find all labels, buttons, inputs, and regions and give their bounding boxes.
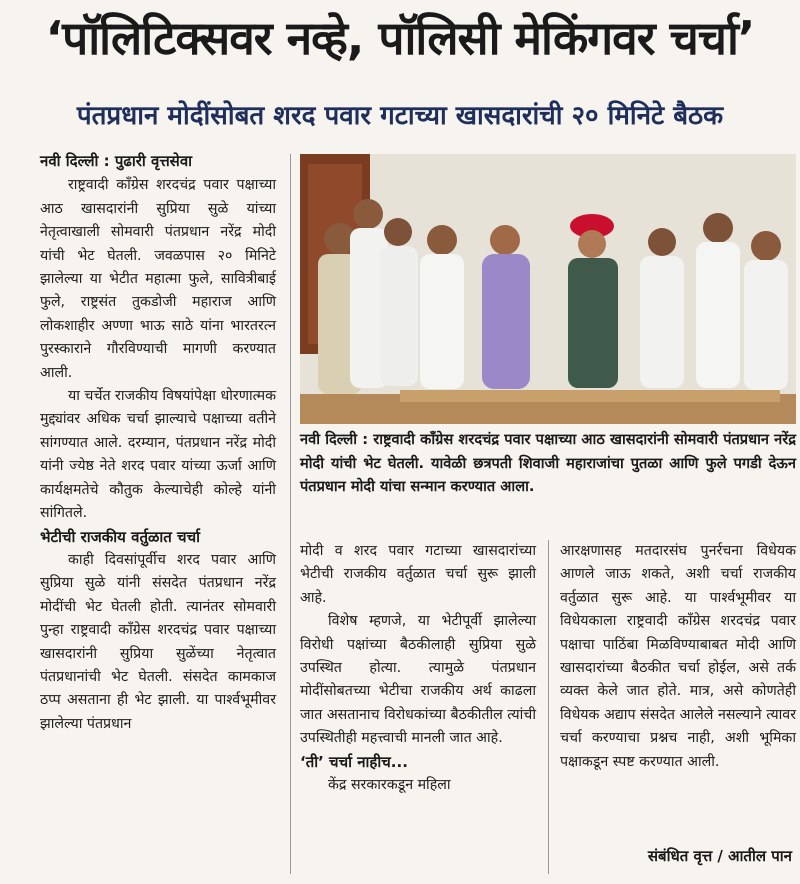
- paragraph: राष्ट्रवादी काँग्रेस शरदचंद्र पवार पक्षाच्या आठ खासदारांनी सुप्रिया सुळे यांच्या नेतृत्वाखाली सोमवारी पंतप्रधान नरेंद्र मोदी यांची भेट घेतली. जवळपास २० मिनिटे झालेल्या या भेटीत महात्मा फुले, सावित्रीबाई फुले, राष्ट्रसंत तुकडोजी महाराज आणि लोकशाहीर अण्णा भाऊ साठे यांना भारतरत्न पुरस्काराने गौरविण्याची मागणी करण्यात आली.: [40, 177, 276, 381]
- paragraph: काही दिवसांपूर्वीच शरद पवार आणि सुप्रिया सुळे यांनी संसदेत पंतप्रधान नरेंद्र मोदींची भेट घेतली होती. त्यानंतर सोमवारी पुन्हा राष्ट्रवादी काँग्रेस शरदचंद्र पवार पक्षाच्या खासदारांनी सुप्रिया सुळेंच्या नेतृत्वात पंतप्रधानांची भेट घेतली. संसदेत कामकाज ठप्प असताना ही भेट झाली. या पार्श्वभूमीवर झालेल्या पंतप्रधान: [40, 551, 276, 732]
- article-column-2: [300, 540, 536, 797]
- paragraph: केंद्र सरकारकडून महिला: [328, 777, 451, 794]
- section-heading: ‘ती’ चर्चा नाहीच...: [300, 752, 408, 771]
- section-heading: भेटीची राजकीय वर्तुळात चर्चा: [40, 527, 200, 546]
- paragraph: आरक्षणासह मतदारसंघ पुनर्रचना विधेयक आणले जाऊ शकते, अशी चर्चा राजकीय वर्तुळात सुरू आहे. या पार्श्वभूमीवर या विधेयकाला राष्ट्रवादी काँग्रेस शरदचंद्र पवार पक्षाचा पाठिंबा मिळविण्याबाबत मोदी आणि खासदारांच्या बैठकीत चर्चा होईल, असे तर्क व्यक्त केले जात होते. मात्र, असे कोणतेही विधेयक अद्याप संसदेत आलेले नसल्याने त्यावर चर्चा करण्याचा प्रश्नच नाही, अशी भूमिका पक्षाकडून स्पष्ट करण्यात आली.: [560, 543, 796, 770]
- paragraph: विशेष म्हणजे, या भेटीपूर्वी झालेल्या विरोधी पक्षांच्या बैठकीलाही सुप्रिया सुळे उपस्थित होत्या. त्यामुळे पंतप्रधान मोदींसोबतच्या भेटीचा राजकीय अर्थ काढला जात असतानाच विरोधकांच्या बैठकीतील त्यांची उपस्थितीही महत्त्वाची मानली जात आहे.: [300, 613, 536, 747]
- continuation-note: संबंधित वृत्त / आतील पान: [647, 847, 792, 865]
- paragraph: मोदी व शरद पवार गटाच्या खासदारांच्या भेटीची राजकीय वर्तुळात चर्चा सुरू झाली आहे.: [300, 543, 536, 606]
- headline: ‘पॉलिटिक्सवर नव्हे, पॉलिसी मेकिंगवर चर्चा’: [45, 11, 755, 65]
- article-column-1: [40, 150, 276, 736]
- group-photo-illustration: [300, 154, 796, 424]
- column-divider: [290, 154, 291, 874]
- subheadline: पंतप्रधान मोदींसोबत शरद पवार गटाच्या खासदारांची २० मिनिटे बैठक: [76, 101, 724, 131]
- article-column-3: [560, 540, 796, 774]
- paragraph: या चर्चेत राजकीय विषयांपेक्षा धोरणात्मक मुद्द्यांवर अधिक चर्चा झाल्याचे पक्षाच्या वतीने सांगण्यात आले. दरम्यान, पंतप्रधान नरेंद्र मोदी यांनी ज्येष्ठ नेते शरद पवार यांच्या ऊर्जा आणि कार्यक्षमतेचे कौतुक केल्याचेही कोल्हे यांनी सांगितले.: [40, 388, 276, 522]
- photo-caption: नवी दिल्ली : राष्ट्रवादी काँग्रेस शरदचंद्र पवार पक्षाच्या आठ खासदारांनी सोमवारी पंतप्रधान नरेंद्र मोदी यांची भेट घेतली. यावेळी छत्रपती शिवाजी महाराजांचा पुतळा आणि फुले पगडी देऊन पंतप्रधान मोदी यांचा सन्मान करण्यात आला.: [300, 431, 796, 496]
- dateline: नवी दिल्ली : पुढारी वृत्तसेवा: [40, 152, 193, 170]
- news-photo: [300, 154, 796, 424]
- column-divider: [548, 540, 549, 874]
